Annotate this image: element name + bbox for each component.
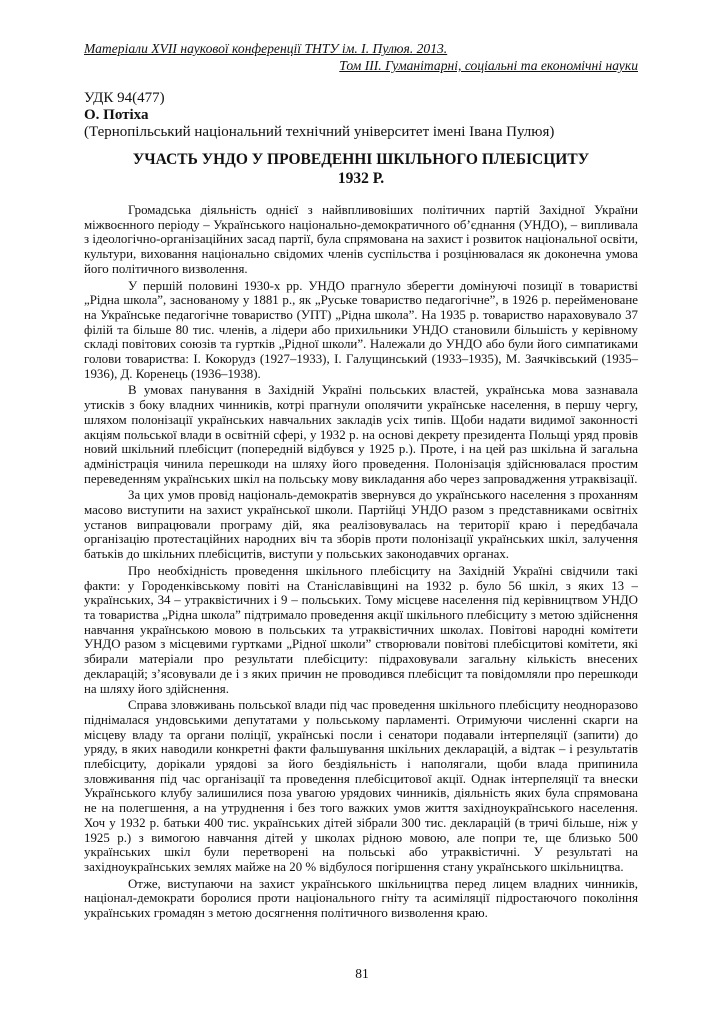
header-conference-line: Матеріали XVІІ наукової конференції ТНТУ ім. І. Пулюя. 2013. bbox=[84, 41, 448, 56]
article-body bbox=[84, 203, 638, 921]
header-volume-line: Том ІІІ. Гуманітарні, соціальні та економічні науки bbox=[339, 58, 638, 73]
author-name: О. Потіха bbox=[84, 107, 149, 123]
body-paragraph: У першій половині 1930-х рр. УНДО прагнуло зберегти домінуючі позиції в товаристві „Рідна школа”, заснованому у 1881 р., як „Руське товариство педагогічне”, в 1926 р. перейменоване на Українське педагогічне товариство (УПТ) „Рідна школа”. На 1935 р. товариство нараховувало 37 філій та більше 80 тис. членів, а лідери або прихильники УНДО становили більшість у керівному складі повітових союзів та гуртків „Рідної школи”. Належали до УНДО або були його симпатиками голови товариства: І. Кокорудз (1927–1933), І. Галущинський (1933–1935), М. Заячківський (1935–1936), Д. Коренець (1936–1938). bbox=[84, 278, 638, 381]
page-number: 81 bbox=[355, 966, 369, 981]
body-paragraph: В умовах панування в Західній Україні польських властей, українська мова зазнавала утисків з боку владних чинників, котрі прагнули ополячити українське населення, в першу чергу, шляхом полонізації українських навчальних закладів усіх типів. Щоби надати видимої законності акціям польської влади в освітній сфері, у 1932 р. на основі декрету президента Польщі уряд провів новий шкільний плебісцит (попередній відбувся у 1925 р.). Проте, і на цей раз шкільна й загальна адміністрація чинила перешкоди на шляху його проведення. Полонізація здійснювалася простим переведенням українських шкіл на польську мову викладання або через запровадження утраквізації. bbox=[84, 383, 638, 486]
body-paragraph: За цих умов провід національ-демократів звернувся до українського населення з проханням масово виступити на захист української школи. Партійці УНДО разом з представниками освітніх установ випрацювали програму дій, яка реалізовувалась на території краю і передбачала організацію протестаційних народних віч та зборів проти полонізації українських шкіл, залучення батьків до шкільних плебісцитів, виступи у польських законодавчих органах. bbox=[84, 488, 638, 562]
article-title bbox=[84, 150, 638, 188]
body-paragraph: Отже, виступаючи на захист українського шкільництва перед лицем владних чинників, націонал-демократи боролися проти національного гніту та асиміляції підростаючого покоління українських громадян з метою досягнення політичного визволення краю. bbox=[84, 876, 638, 921]
running-header bbox=[84, 40, 638, 80]
title-line-2: 1932 Р. bbox=[337, 170, 385, 187]
article-meta bbox=[84, 90, 638, 141]
title-line-1: УЧАСТЬ УНДО У ПРОВЕДЕННІ ШКІЛЬНОГО ПЛЕБІСЦИТУ bbox=[132, 151, 590, 168]
body-paragraph: Громадська діяльність однієї з найвпливовіших політичних партій Західної України міжвоєнного періоду – Українського національно-демократичного об’єднання (УНДО), – випливала з ідеологічно-організаційних засад партії, була спрямована на захист і розвиток національної освіти, культури, виховання національно свідомих членів суспільства і розцінювалася як доконечна умова його політичного визволення. bbox=[84, 203, 638, 276]
author-affiliation: (Тернопільський національний технічний університет імені Івана Пулюя) bbox=[84, 124, 555, 140]
udk-code: УДК 94(477) bbox=[84, 90, 165, 106]
body-paragraph: Про необхідність проведення шкільного плебісциту на Західній Україні свідчили такі факти: у Городенківському повіті на Станіславівщині на 1932 р. було 56 шкіл, з яких 13 – українських, 34 – утраквістичних і 9 – польських. Тому місцеве населення під керівництвом УНДО та товариства „Рідна школа” підтримало проведення акції шкільного плебісциту з метою здійснення навчання українською мовою в польських та утраквістичних школах. Повітові народні комітети УНДО разом з місцевими гуртками „Рідної школи” створювали повітові плебісцитові комітети, які збирали матеріали про результати плебісциту: підраховували загальну кількість внесених декларацій; з’ясовували де і з яких причин не проводився плебісцит та повідомляли про перешкоди на шляху його здійснення. bbox=[84, 563, 638, 696]
body-paragraph: Справа зловживань польської влади під час проведення шкільного плебісциту неодноразово піднімалася ундовськими депутатами у польському парламенті. Отримуючи численні скарги на місцеву владу та органи поліції, українські посли і сенатори подавали інтерпеляції (запити) до уряду, в яких наводили конкретні факти фальшування шкільних декларацій, а відтак – і результатів плебісциту, дорікали урядові за його бездіяльність і наполягали, щоби влада припинила зловживання під час організації та проведення плебісцитової акції. Однак інтерпеляції та внески Українського клубу залишилися поза увагою урядових чинників, діяльність яких була спрямована не на полегшення, а на утруднення і без того важких умов життя західноукраїнського населення. Хоч у 1932 р. батьки 400 тис. українських дітей зібрали 300 тис. декларацій (в тричі більше, ніж у 1925 р.) з вимогою навчання дітей у школах рідною мовою, але попри те, ще близько 500 українських шкіл були перетворені на польські або утраквістичні. У результаті на західноукраїнських землях майже на 20 % відбулося погіршення стану українського шкільництва. bbox=[84, 698, 638, 874]
